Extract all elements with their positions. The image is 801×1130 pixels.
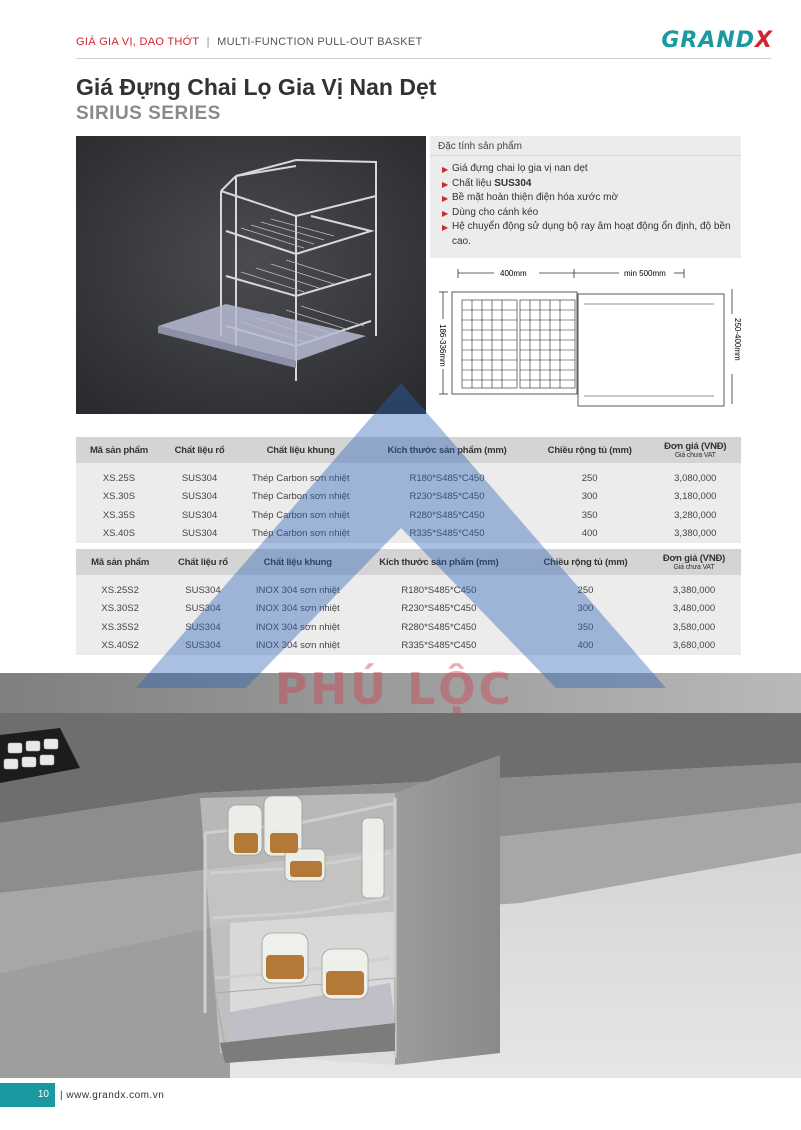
col-price: Đơn giá (VNĐ) Giá chưa VAT	[650, 437, 741, 463]
feature-item: ▶ Bề mặt hoàn thiện điện hóa xước mờ	[452, 191, 733, 206]
page-subtitle: SIRIUS SERIES	[76, 103, 221, 124]
table-row: XS.30S2 SUS304 INOX 304 sơn nhiệt R230*S485*C450 300 3,480,000	[76, 600, 741, 619]
brand-logo	[661, 28, 773, 53]
bullet-icon: ▶	[442, 208, 449, 218]
col-code: Mã sản phẩm	[76, 437, 162, 463]
col-basket-material: Chất liệu rổ	[164, 549, 241, 575]
feature-item: ▶ Chất liệu SUS304	[452, 177, 733, 192]
feature-item: ▶ Hệ chuyển động sử dụng bộ ray âm hoạt động ổn định, độ bền cao.	[442, 221, 731, 247]
table-row: XS.25S2 SUS304 INOX 304 sơn nhiệt R180*S485*C450 250 3,380,000	[76, 581, 741, 600]
header-separator: |	[206, 36, 210, 48]
kitchen-illustration	[0, 673, 801, 1078]
col-basket-material: Chất liệu rổ	[162, 437, 237, 463]
watermark-logo-icon	[136, 378, 666, 693]
basket-illustration	[76, 136, 426, 414]
col-code: Mã sản phẩm	[76, 549, 164, 575]
dim-height: 186-336mm	[438, 324, 447, 367]
table-row: XS.35S2 SUS304 INOX 304 sơn nhiệt R280*S485*C450 350 3,580,000	[76, 618, 741, 637]
dim-width: 400mm	[500, 269, 527, 278]
footer-website: | www.grandx.com.vn	[60, 1090, 165, 1101]
table-row: XS.35S SUS304 Thép Carbon sơn nhiệt R280*S485*C450 350 3,280,000	[76, 506, 741, 525]
features-heading: Đặc tính sản phẩm	[430, 136, 741, 156]
brand-logo-main: GRAND	[661, 28, 756, 53]
page-number: 10	[0, 1083, 55, 1107]
header-category: GIÁ GIA VỊ, DAO THỚT	[76, 36, 200, 48]
bullet-icon: ▶	[442, 165, 449, 174]
col-cabinet-width: Chiều rộng tủ (mm)	[530, 437, 650, 463]
table-row: XS.40S2 SUS304 INOX 304 sơn nhiệt R335*S485*C450 400 3,680,000	[76, 637, 741, 656]
col-size: Kích thước sản phẩm (mm)	[354, 549, 524, 575]
bullet-icon: ▶	[442, 223, 449, 232]
watermark-text: PHÚ LỘC	[275, 664, 514, 715]
dim-cabinet: 250-400mm	[733, 318, 742, 361]
brand-logo-accent: X	[755, 28, 773, 53]
dim-min: min 500mm	[624, 269, 666, 278]
header-divider	[76, 58, 771, 59]
header-subcategory: MULTI-FUNCTION PULL-OUT BASKET	[217, 36, 423, 48]
col-frame-material: Chất liệu khung	[237, 437, 364, 463]
col-size: Kích thước sản phẩm (mm)	[364, 437, 530, 463]
bullet-icon: ▶	[442, 179, 449, 189]
table-row: XS.30S SUS304 Thép Carbon sơn nhiệt R230*S485*C450 300 3,180,000	[76, 488, 741, 507]
page-title: Giá Đựng Chai Lọ Gia Vị Nan Dẹt	[76, 74, 437, 100]
bullet-icon: ▶	[442, 194, 449, 203]
features-box	[430, 136, 741, 258]
col-cabinet-width: Chiều rộng tủ (mm)	[524, 549, 647, 575]
feature-item: ▶ Giá đựng chai lọ gia vị nan dẹt	[452, 162, 733, 177]
features-list	[430, 156, 741, 249]
page-header	[76, 36, 423, 48]
col-price: Đơn giá (VNĐ) Giá chưa VAT	[647, 549, 741, 575]
col-frame-material: Chất liệu khung	[242, 549, 354, 575]
table-row: XS.40S SUS304 Thép Carbon sơn nhiệt R335*S485*C450 400 3,380,000	[76, 525, 741, 544]
table-row: XS.25S SUS304 Thép Carbon sơn nhiệt R180*S485*C450 250 3,080,000	[76, 469, 741, 488]
kitchen-photo	[0, 673, 801, 1078]
feature-item: ▶ Dùng cho cánh kéo	[452, 206, 733, 221]
product-photo	[76, 136, 426, 414]
